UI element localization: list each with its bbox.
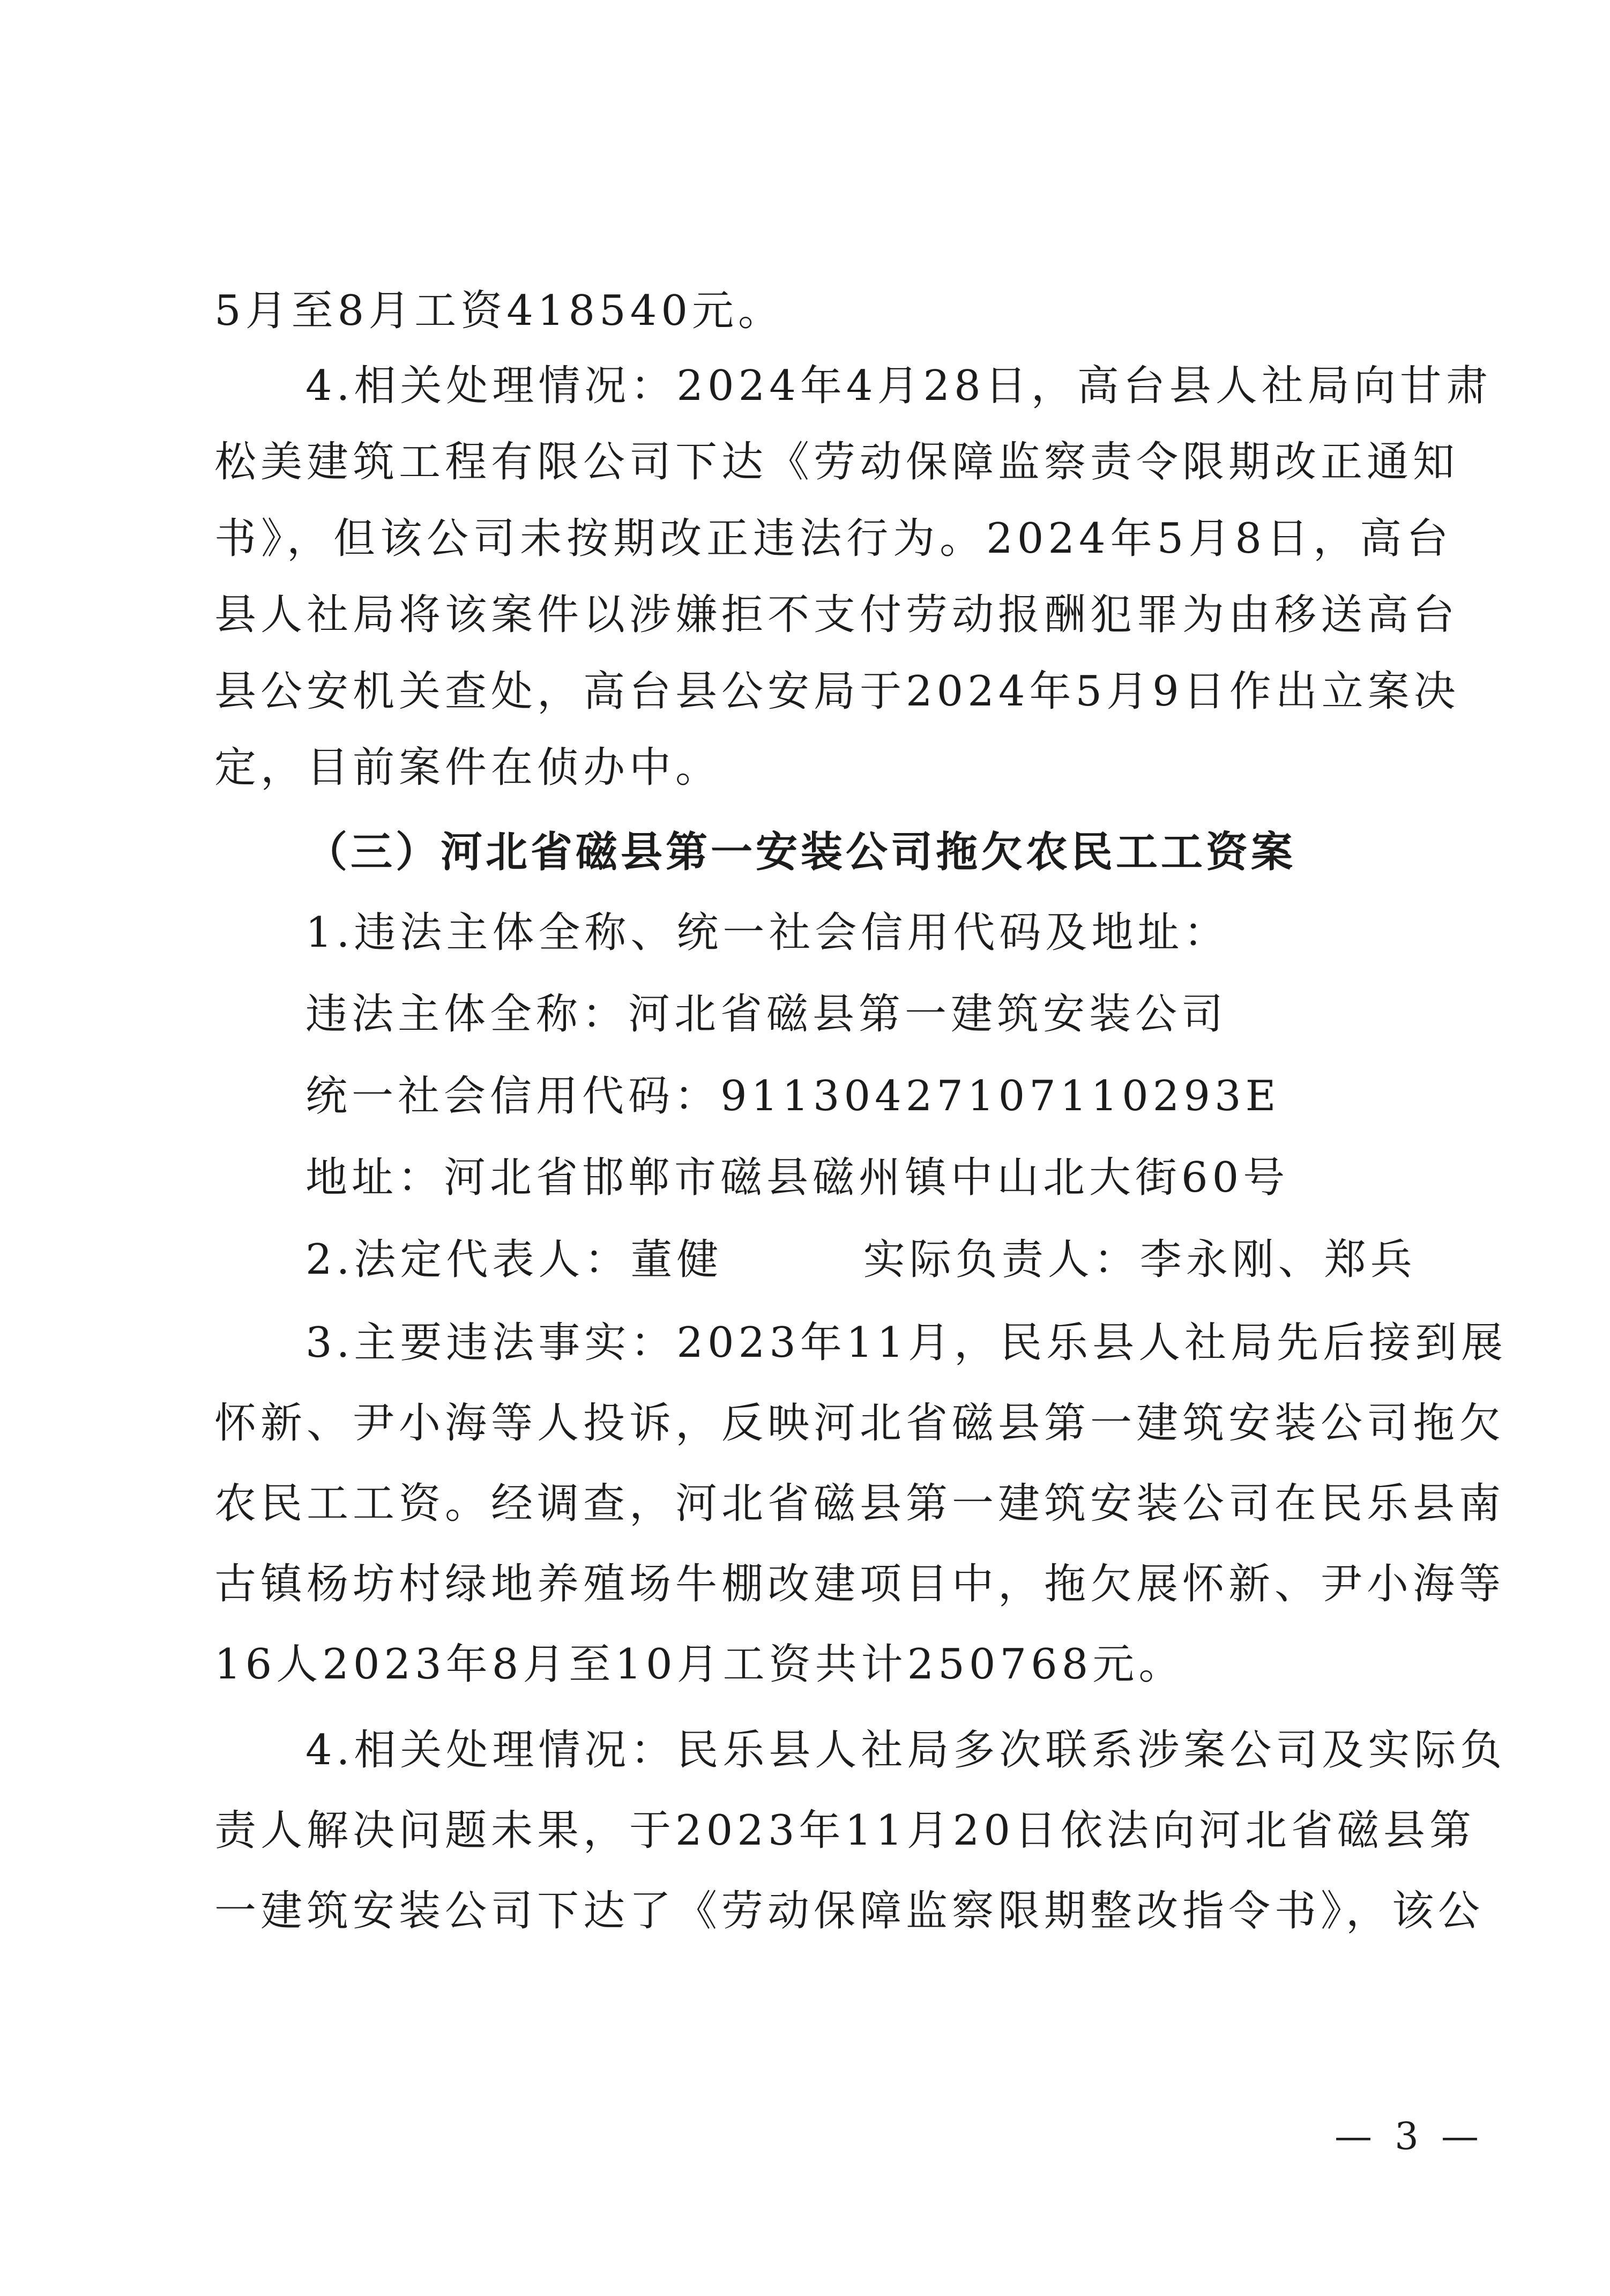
section-3-item-4-line-1: 4.相关处理情况：民乐县人社局多次联系涉案公司及实际负 <box>305 1726 1507 1774</box>
section-3-item-3-line-1: 3.主要违法事实：2023年11月，民乐县人社局先后接到展 <box>305 1319 1508 1367</box>
entity-address: 地址：河北省邯郸市磁县磁州镇中山北大街60号 <box>305 1154 1290 1202</box>
entity-full-name: 违法主体全称：河北省磁县第一建筑安装公司 <box>305 990 1228 1038</box>
section-3-heading: （三）河北省磁县第一安装公司拖欠农民工工资案 <box>305 828 1296 876</box>
section-3-item-4-line-2: 责人解决问题未果，于2023年11月20日依法向河北省磁县第 <box>214 1807 1476 1855</box>
section-2-item-4-line-5: 县公安机关查处，高台县公安局于2024年5月9日作出立案决 <box>214 667 1460 716</box>
section-3-item-3-line-3: 农民工工资。经调查，河北省磁县第一建筑安装公司在民乐县南 <box>214 1480 1505 1528</box>
section-3-item-1-title: 1.违法主体全称、统一社会信用代码及地址： <box>305 909 1230 957</box>
credit-code: 统一社会信用代码：91130427107110293E <box>305 1072 1280 1120</box>
section-2-item-4-line-3: 书》，但该公司未按期改正违法行为。2024年5月8日，高台 <box>214 515 1452 563</box>
section-2-item-4-line-2: 松美建筑工程有限公司下达《劳动保障监察责令限期改正通知 <box>214 438 1459 486</box>
body-line-1: 5月至8月工资418540元。 <box>214 287 785 335</box>
section-2-item-4-line-6: 定，目前案件在侦办中。 <box>214 744 722 792</box>
page-number: — 3 — <box>1335 2114 1485 2158</box>
section-2-item-4-line-4: 县人社局将该案件以涉嫌拒不支付劳动报酬犯罪为由移送高台 <box>214 591 1459 639</box>
section-2-item-4-line-1: 4.相关处理情况：2024年4月28日，高台县人社局向甘肃 <box>305 362 1492 410</box>
section-3-item-3-line-5: 16人2023年8月至10月工资共计250768元。 <box>214 1640 1185 1689</box>
section-3-item-4-line-3: 一建筑安装公司下达了《劳动保障监察限期整改指令书》，该公 <box>214 1887 1485 1935</box>
legal-representative: 2.法定代表人：董健 实际负责人：李永刚、郑兵 <box>305 1236 1417 1284</box>
section-3-item-3-line-2: 怀新、尹小海等人投诉，反映河北省磁县第一建筑安装公司拖欠 <box>214 1399 1505 1447</box>
section-3-item-3-line-4: 古镇杨坊村绿地养殖场牛棚改建项目中，拖欠展怀新、尹小海等 <box>214 1560 1505 1608</box>
